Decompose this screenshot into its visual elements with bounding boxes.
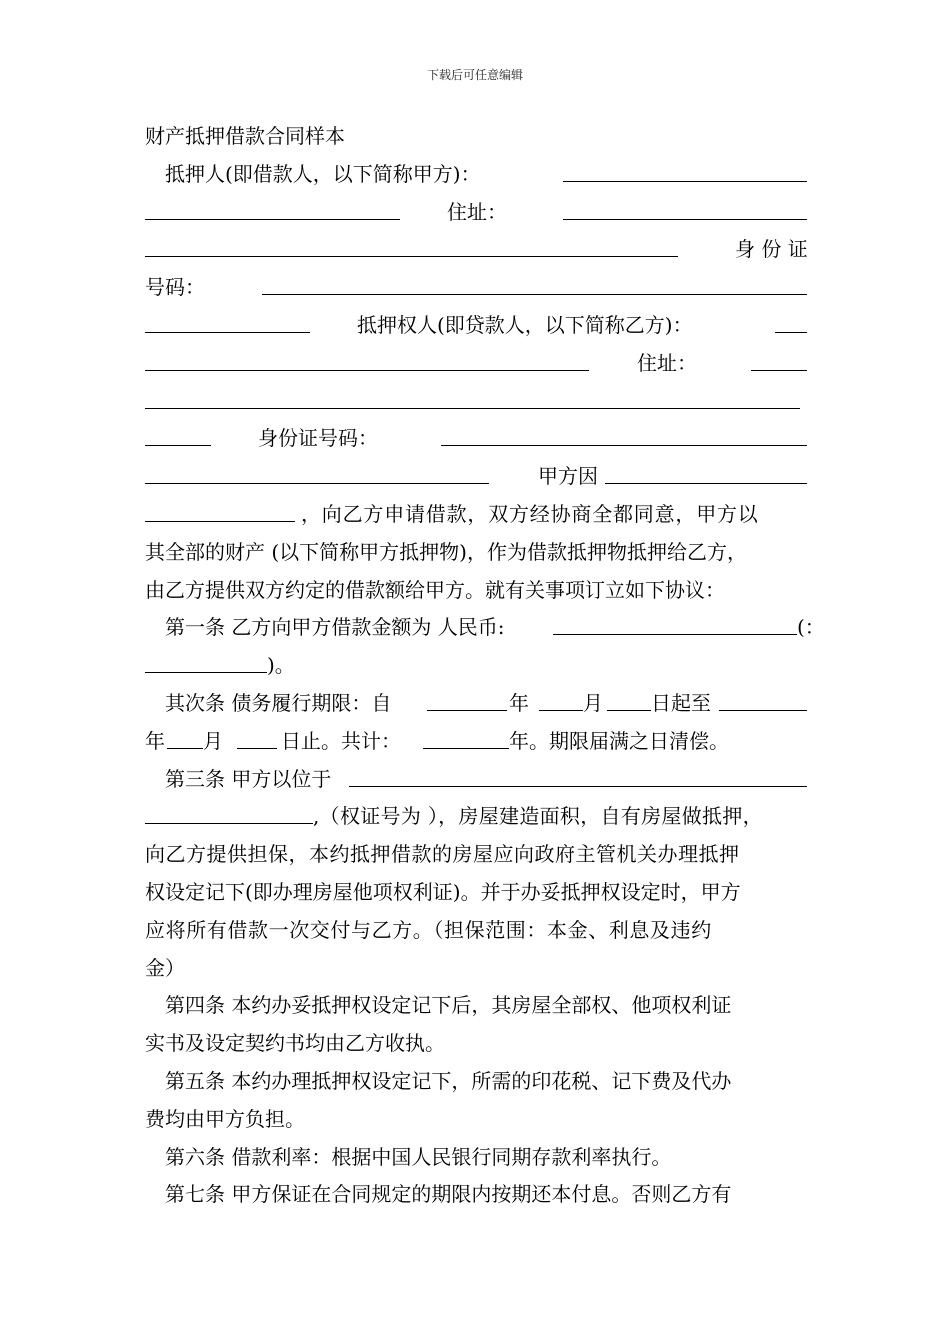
party-b-id-blank (441, 420, 807, 446)
party-b-address-cont-line (145, 383, 807, 421)
article-4-line: 第四条 本约办妥抵押权设定记下后，其房屋全部权、他项权利证 (165, 993, 732, 1018)
year-label-2: 年 (145, 728, 165, 753)
article-3-line-6: 金） (145, 955, 185, 980)
reason-blank (605, 458, 807, 484)
article-3-line-2 (145, 798, 807, 836)
party-a-id-blank (262, 269, 807, 295)
article-3-line-4: 权设定记下(即办理房屋他项权利证)。并于办妥抵押权设定时，甲方 (145, 879, 741, 904)
contract-title: 财产抵押借款合同样本 (145, 124, 345, 148)
article-1-text: 第一条 乙方向甲方借款金额为 人民币: (165, 615, 505, 640)
intro-line-3: 由乙方提供双方约定的借款额给甲方。就有关事项订立如下协议： (145, 577, 725, 602)
start-day-blank (607, 685, 651, 711)
party-b-address-line (145, 345, 807, 383)
month-label-1: 月 (583, 690, 603, 715)
party-a-address-blank-cont (145, 231, 678, 257)
party-a-id-blank-cont (145, 307, 310, 333)
article-3-text: 第三条 甲方以位于 (165, 766, 332, 791)
article-5-line-2: 费均由甲方负担。 (145, 1106, 305, 1131)
article-2-end-text: 年。期限届满之日清偿。 (509, 728, 729, 753)
total-years-blank (423, 723, 509, 749)
party-b-address-blank (751, 345, 807, 371)
property-location-blank-cont (145, 798, 313, 824)
contract-document (145, 118, 825, 1214)
party-b-address-label: 住址： (637, 350, 697, 375)
intro-line-1 (145, 496, 807, 534)
party-a-id-number-line (145, 269, 807, 307)
month-label-2: 月 (203, 728, 223, 753)
party-b-address-blank-end (145, 420, 211, 446)
property-location-blank (349, 761, 807, 787)
start-year-blank (427, 685, 507, 711)
party-a-label: 抵押人(即借款人，以下简称甲方)： (165, 161, 481, 186)
end-month-blank (167, 723, 203, 749)
article-2-line (145, 685, 807, 723)
article-4-line-2: 实书及设定契约书均由乙方收执。 (145, 1031, 445, 1056)
article-1-paren-close: )。 (267, 653, 295, 678)
article-1-cont-line (145, 647, 807, 685)
article-3-line-5: 应将所有借款一次交付与乙方。（担保范围：本金、利息及违约 (145, 917, 712, 942)
party-a-name-blank-cont (145, 194, 400, 220)
article-2-cont-line (145, 723, 807, 761)
party-a-id-label-cont: 号码： (145, 275, 205, 300)
article-3-text-2: ,（权证号为 ），房屋建造面积，自有房屋做抵押， (313, 804, 763, 829)
party-b-label: 抵押权人(即贷款人，以下简称乙方)： (357, 312, 693, 337)
day-to-label: 日止。共计： (281, 728, 401, 753)
article-6-line: 第六条 借款利率：根据中国人民银行同期存款利率执行。 (165, 1144, 672, 1169)
article-3-line-3: 向乙方提供担保，本约抵押借款的房屋应向政府主管机关办理抵押 (145, 842, 740, 867)
party-a-address-label: 住址： (447, 199, 507, 224)
party-b-address-blank-cont (145, 383, 800, 409)
page-header-note: 下载后可任意编辑 (426, 68, 523, 82)
loan-amount-blank (553, 609, 797, 635)
party-b-id-blank-cont (145, 458, 489, 484)
party-b-id-line (145, 420, 807, 458)
party-a-reason-label: 甲方因 (538, 464, 598, 489)
party-b-line (145, 307, 807, 345)
article-1-paren-open: (： (797, 615, 825, 640)
day-from-label: 日起至 (651, 690, 711, 715)
reason-blank-cont (145, 496, 295, 522)
loan-amount-upper-blank (145, 647, 267, 673)
article-7-line: 第七条 甲方保证在合同规定的期限内按期还本付息。否则乙方有 (165, 1182, 732, 1207)
party-a-address-line (145, 194, 807, 232)
intro-line-2: 其全部的财产 (以下简称甲方抵押物)，作为借款抵押物抵押给乙方， (145, 539, 747, 564)
party-b-name-blank-cont (145, 345, 589, 371)
party-a-name-blank (563, 156, 807, 182)
year-label-1: 年 (509, 690, 529, 715)
party-a-id-label: 身 份 证 (735, 237, 808, 262)
end-day-blank (237, 723, 277, 749)
article-5-line: 第五条 本约办理抵押权设定记下，所需的印花税、记下费及代办 (165, 1068, 732, 1093)
article-2-text: 其次条 债务履行期限：自 (165, 690, 392, 715)
party-a-address-blank (563, 194, 807, 220)
reason-line (145, 458, 807, 496)
party-b-name-blank (775, 307, 807, 333)
party-b-id-label: 身份证号码： (258, 426, 378, 451)
intro-text-1: ，向乙方申请借款，双方经协商全都同意，甲方以 (301, 501, 759, 526)
end-year-blank (719, 685, 807, 711)
article-3-line (145, 761, 807, 799)
party-a-id-line (145, 231, 807, 269)
start-month-blank (539, 685, 583, 711)
party-a-line (145, 156, 807, 194)
article-1-line (145, 609, 825, 647)
